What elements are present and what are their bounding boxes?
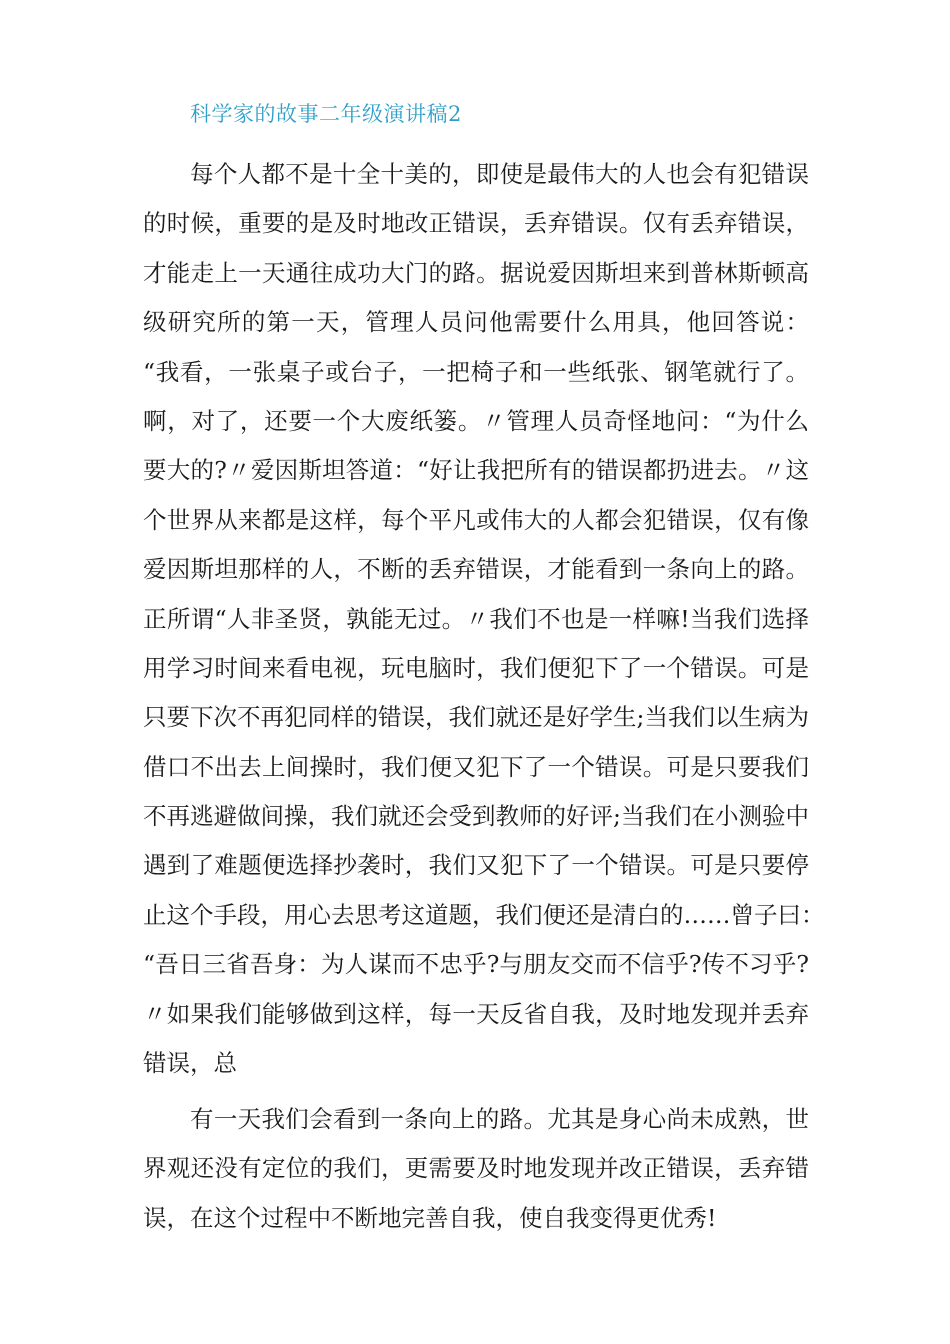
text-line: 正所谓“人非圣贤，孰能无过。〃我们不也是一样嘛!当我们选择 (143, 604, 809, 633)
text-line: 误，在这个过程中不断地完善自我，使自我变得更优秀! (143, 1203, 717, 1232)
text-line: 个世界从来都是这样，每个平凡或伟大的人都会犯错误，仅有像 (143, 505, 809, 534)
text-line: 爱因斯坦那样的人，不断的丢弃错误，才能看到一条向上的路。 (143, 555, 809, 584)
text-line: “吾日三省吾身：为人谋而不忠乎?与朋友交而不信乎?传不习乎? (143, 950, 809, 979)
text-line: 的时候，重要的是及时地改正错误，丢弃错误。仅有丢弃错误， (143, 209, 809, 238)
text-line: 级研究所的第一天，管理人员问他需要什么用具，他回答说： (143, 308, 809, 337)
text-line: 不再逃避做间操，我们就还会受到教师的好评;当我们在小测验中 (143, 802, 809, 831)
paragraph-1 (143, 150, 825, 1088)
text-line: 错误，总 (143, 1049, 237, 1078)
text-line: 借口不出去上间操时，我们便又犯下了一个错误。可是只要我们 (143, 752, 809, 781)
text-line: 啊，对了，还要一个大废纸篓。〃管理人员奇怪地问：“为什么 (143, 406, 809, 435)
text-line: 遇到了难题便选择抄袭时，我们又犯下了一个错误。可是只要停 (143, 851, 809, 880)
document-title: 科学家的故事二年级演讲稿2 (190, 102, 462, 126)
text-line: 才能走上一天通往成功大门的路。据说爱因斯坦来到普林斯顿高 (143, 258, 809, 287)
text-line: 要大的?〃爱因斯坦答道：“好让我把所有的错误都扔进去。〃这 (143, 456, 809, 485)
paragraph-2 (143, 1095, 809, 1243)
text-line: 〃如果我们能够做到这样，每一天反省自我，及时地发现并丢弃 (143, 999, 809, 1028)
text-line: 只要下次不再犯同样的错误，我们就还是好学生;当我们以生病为 (143, 703, 809, 732)
text-line: 有一天我们会看到一条向上的路。尤其是身心尚未成熟，世 (190, 1105, 809, 1133)
text-line: 每个人都不是十全十美的，即使是最伟大的人也会有犯错误 (190, 160, 809, 188)
text-line: 止这个手段，用心去思考这道题，我们便还是清白的……曾子曰： (143, 900, 825, 929)
text-line: “我看，一张桌子或台子，一把椅子和一些纸张、钢笔就行了。 (143, 357, 809, 386)
text-line: 用学习时间来看电视，玩电脑时，我们便犯下了一个错误。可是 (143, 653, 809, 682)
text-line: 界观还没有定位的我们，更需要及时地发现并改正错误，丢弃错 (143, 1154, 809, 1183)
